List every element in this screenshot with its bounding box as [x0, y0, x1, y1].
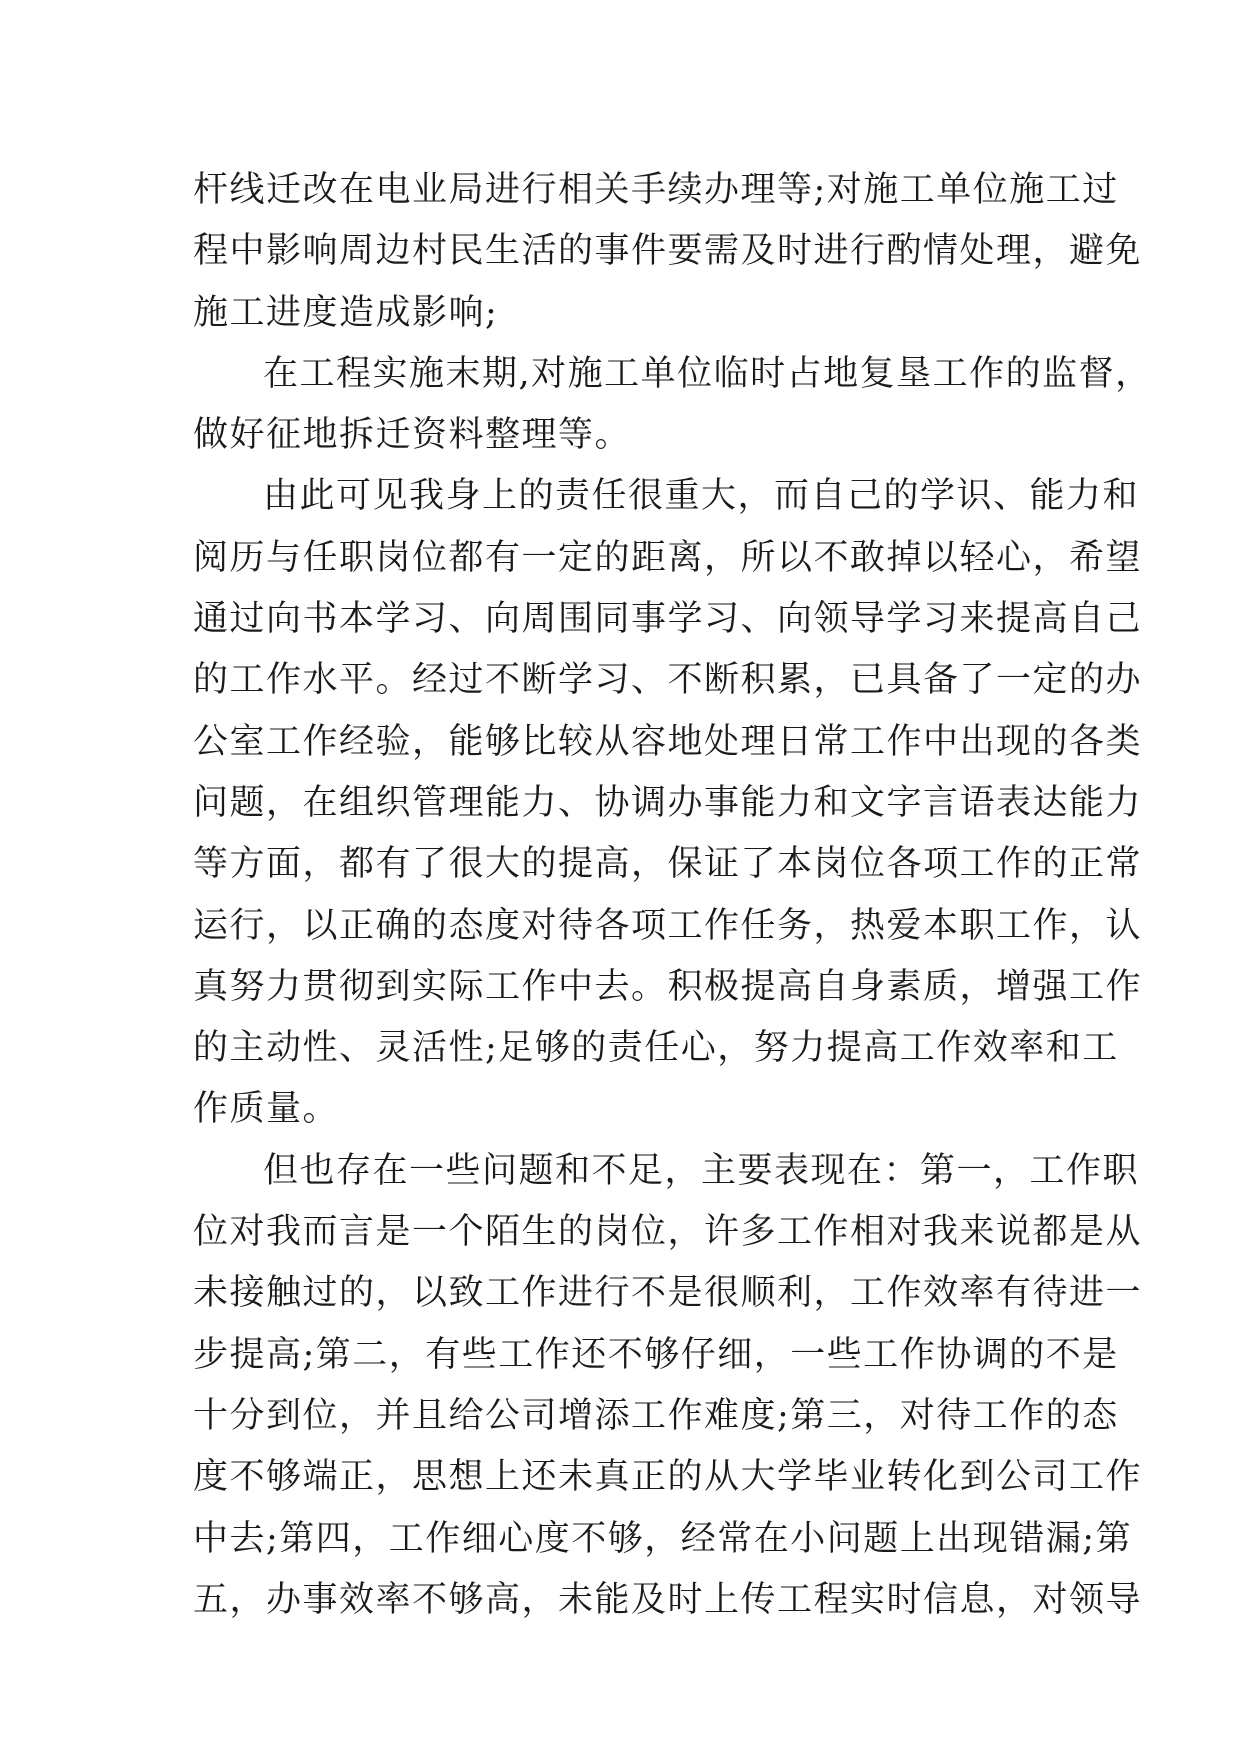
text-line: 步提高;第二，有些工作还不够仔细，一些工作协调的不是	[193, 1334, 1119, 1375]
text-line: 通过向书本学习、向周围同事学习、向领导学习来提高自己	[193, 599, 1143, 640]
paragraph-1	[193, 160, 1143, 344]
text-line: 五，办事效率不够高，未能及时上传工程实时信息，对领导	[193, 1579, 1143, 1620]
text-line: 位对我而言是一个陌生的岗位，许多工作相对我来说都是从	[193, 1212, 1143, 1253]
text-line: 中去;第四，工作细心度不够，经常在小问题上出现错漏;第	[193, 1518, 1133, 1559]
text-line: 阅历与任职岗位都有一定的距离，所以不敢掉以轻心，希望	[193, 537, 1143, 578]
text-line: 十分到位，并且给公司增添工作难度;第三，对待工作的态	[193, 1395, 1119, 1436]
text-line: 的工作水平。经过不断学习、不断积累，已具备了一定的办	[193, 660, 1143, 701]
text-line: 做好征地拆迁资料整理等。	[193, 415, 632, 456]
text-line: 由此可见我身上的责任很重大，而自己的学识、能力和	[263, 476, 1140, 517]
text-line: 施工进度造成影响;	[193, 292, 499, 333]
text-line: 真努力贯彻到实际工作中去。积极提高自身素质，增强工作	[193, 966, 1143, 1007]
document-body	[193, 160, 1152, 1631]
text-line: 度不够端正，思想上还未真正的从大学毕业转化到公司工作	[193, 1457, 1143, 1498]
text-line: 未接触过的，以致工作进行不是很顺利，工作效率有待进一	[193, 1273, 1143, 1314]
text-line: 等方面，都有了很大的提高，保证了本岗位各项工作的正常	[193, 844, 1143, 885]
paragraph-2	[193, 344, 1152, 467]
text-line: 运行，以正确的态度对待各项工作任务，热爱本职工作，认	[193, 905, 1143, 946]
text-line: 公室工作经验，能够比较从容地处理日常工作中出现的各类	[193, 721, 1143, 762]
text-line: 作质量。	[193, 1089, 340, 1130]
text-line: 但也存在一些问题和不足，主要表现在：第一，工作职	[263, 1150, 1140, 1191]
text-line: 杆线迁改在电业局进行相关手续办理等;对施工单位施工过	[193, 170, 1119, 210]
paragraph-4	[193, 1141, 1143, 1631]
text-line: 程中影响周边村民生活的事件要需及时进行酌情处理，避免	[193, 231, 1143, 272]
text-line: 在工程实施末期,对施工单位临时占地复垦工作的监督，	[263, 353, 1152, 394]
text-line: 问题，在组织管理能力、协调办事能力和文字言语表达能力	[193, 782, 1143, 823]
text-line: 的主动性、灵活性;足够的责任心，努力提高工作效率和工	[193, 1028, 1119, 1069]
paragraph-3	[193, 466, 1143, 1140]
